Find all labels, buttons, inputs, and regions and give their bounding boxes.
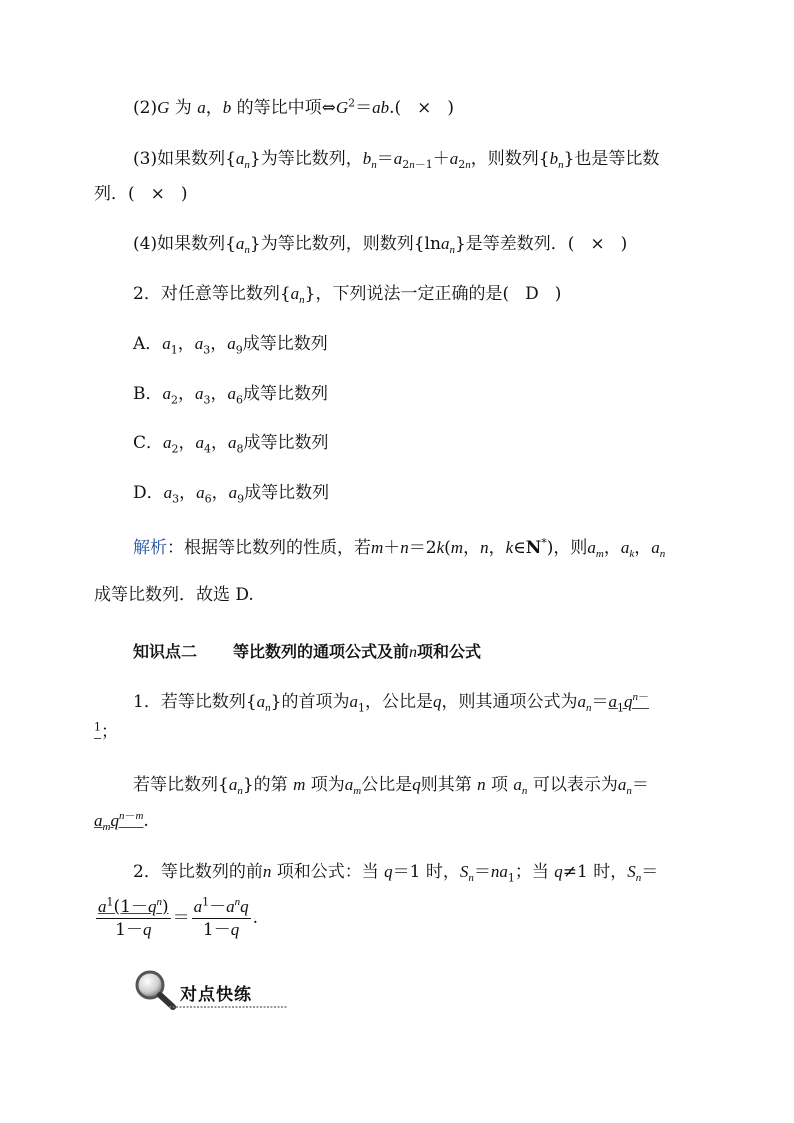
analysis: 解析：根据等比数列的性质，若m＋n＝2k(m，n，k∈N*)，则$a_m$，$a_k$，$a_n$ xyxy=(133,536,666,561)
option-d: D．$a_3$，$a_6$，$a_9$成等比数列 xyxy=(133,483,330,506)
sum-formula: $\frac{a^1(1-q^n)}{1-q}$ ＝ $\frac{a^1-a^nq}{1-q}$ . xyxy=(98,895,258,940)
option-a: A．$a_1$，$a_3$，$a_9$成等比数列 xyxy=(133,334,328,357)
point-2: 2．等比数列的前n 项和公式：当 q＝1 时，$S_n=na_1$；当 q≠1 时，$S_n=$ xyxy=(133,862,659,885)
option-b: B．$a_2$，$a_3$，$a_6$成等比数列 xyxy=(133,384,328,407)
point-1-cont: $^1$； xyxy=(94,720,118,742)
analysis-label: 解析 xyxy=(133,538,167,558)
practice-label: 对点快练 xyxy=(180,985,252,1005)
item-3: (3)如果数列$\{a_n\}$为等比数列，$b_n=a_{2n-1}+a_{2n}$，则数列$\{b_n\}$也是等比数 xyxy=(133,149,660,172)
point-1b-cont: $a_mq^{n-m}$. xyxy=(94,809,149,834)
item-4: (4)如果数列$\{a_n\}$为等比数列，则数列{lna$_n$}是等差数列．( × ) xyxy=(133,234,628,257)
answer-mark: × xyxy=(590,234,605,254)
answer-choice: D xyxy=(525,284,539,304)
section-heading: 知识点二 等比数列的通项公式及前n项和公式 xyxy=(133,642,482,661)
point-1b: 若等比数列$\{a_n\}$的第 m 项为$a_m$公比是q则其第 n 项 $a_n$ 可以表示为$a_n=$ xyxy=(133,775,649,798)
answer-mark: × xyxy=(417,98,432,118)
answer-mark: × xyxy=(150,184,165,204)
analysis-cont: 成等比数列．故选 D. xyxy=(94,585,254,605)
question-2: 2．对任意等比数列$\{a_n\}$，下列说法一定正确的是( D ) xyxy=(133,284,562,307)
item-2: (2)G 为 a，b 的等比中项$\Leftrightarrow G^2=ab$.( × ) xyxy=(133,96,455,118)
option-c: C．$a_2$，$a_4$，$a_8$成等比数列 xyxy=(133,433,329,456)
point-1: 1．若等比数列$\{a_n\}$的首项为$a_1$，公比是q，则其通项公式为$a_n=a_1q^{n-}$ xyxy=(133,690,649,715)
item-3-cont: 列．( × ) xyxy=(94,184,188,204)
